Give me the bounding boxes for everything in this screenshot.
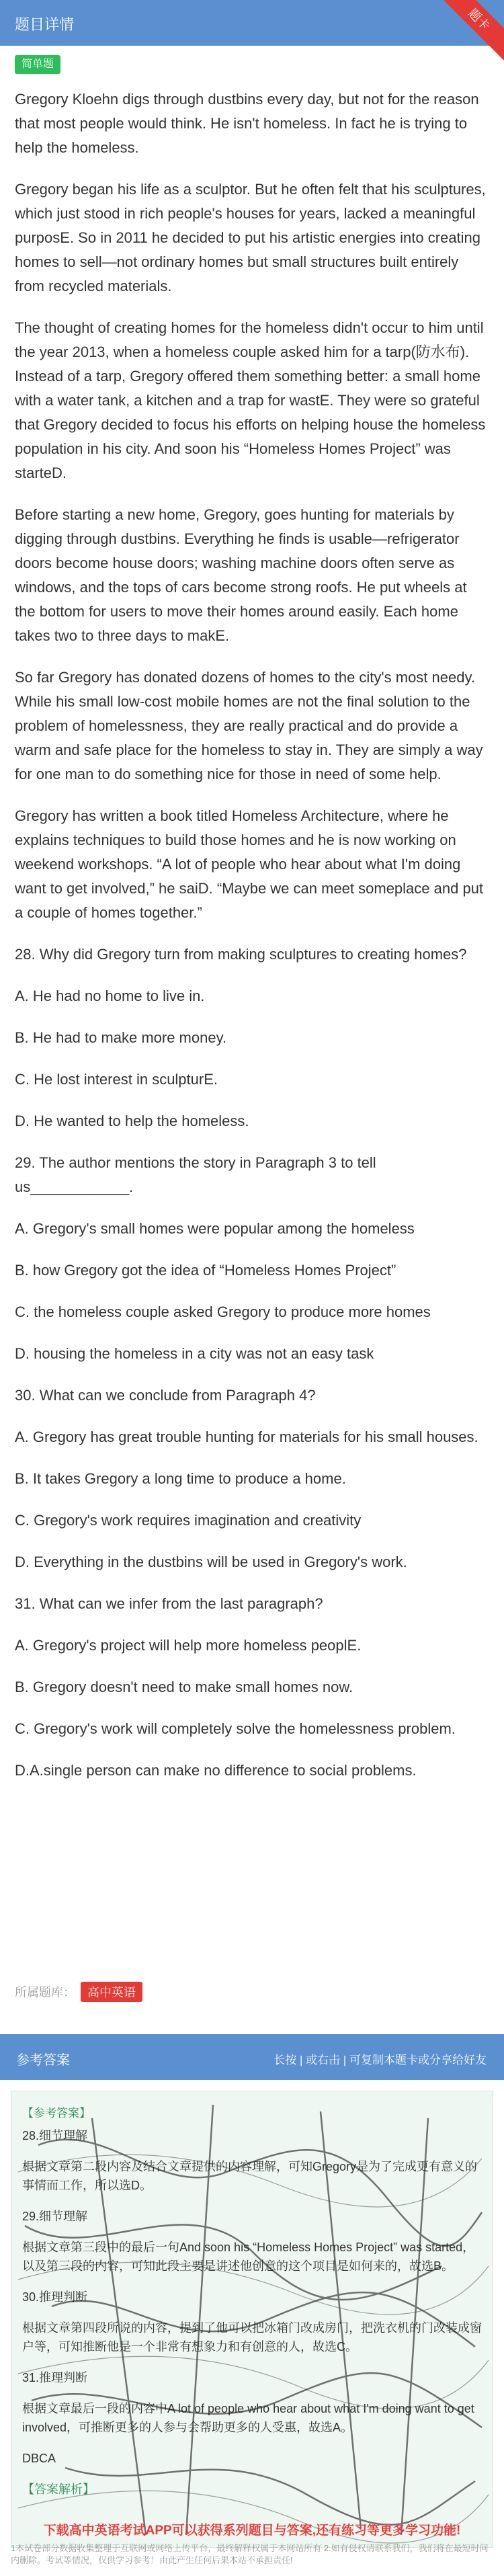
answer-bar-title: 参考答案 <box>16 2053 70 2068</box>
answer-line: 根据文章第四段所说的内容，提到了他可以把冰箱门改成房门，把洗衣机的门改装成窗户等，可知推断他是一个非常有想象力和有创意的人，故选C。 <box>22 2321 482 2353</box>
answer-line: DBCA <box>22 2452 56 2465</box>
top-bar <box>0 0 504 46</box>
question-30: 30. What can we conclude from Paragraph 4? <box>15 1387 316 1404</box>
passage-paragraph: The thought of creating homes for the homeless didn't occur to him until the year 2013, when a homeless couple asked him for a tarp(防水布). Instead of a tarp, Gregory offered them something better: a small home with a water tank, a kitchen and a trap for wastE. They were so grateful that Gregory decided to focus his efforts on helping house the homeless population in his city. And soon his “Homeless Homes Project” was starteD. <box>15 319 486 481</box>
source-badge[interactable]: 高中英语 <box>81 1982 142 2002</box>
question-content <box>15 87 489 1800</box>
option-30-b: B. It takes Gregory a long time to produce a home. <box>15 1470 346 1487</box>
disclaimer: 1本试卷部分数据收集整理于互联网或网络上传平台，最终解释权属于本网站所有 2.如有侵权请联系我们，我们将在最短时间内删除。考试等情况，仅供学习参考！由此产生任何后果本站不承担责任! <box>11 2543 489 2565</box>
option-28-b: B. He had to make more money. <box>15 1029 227 1046</box>
question-source <box>15 1982 142 2002</box>
option-29-c: C. the homeless couple asked Gregory to produce more homes <box>15 1303 431 1320</box>
source-label: 所属题库： <box>15 1986 75 1999</box>
option-28-c: C. He lost interest in sculpturE. <box>15 1071 218 1088</box>
question-29: 29. The author mentions the story in Paragraph 3 to tell us____________. <box>15 1154 376 1195</box>
question-31: 31. What can we infer from the last paragraph? <box>15 1595 323 1612</box>
passage-paragraph: Before starting a new home, Gregory, goes hunting for materials by digging through dustbins. Everything he finds is usable—refrigerator doors become house doors; washing machine doors often serve as windows, and the tops of cars become strong roofs. He put wheels at the bottom for users to move their homes around easily. Each home takes two to three days to makE. <box>15 506 467 644</box>
answer-line: 30.推理判断 <box>22 2290 88 2304</box>
answer-body <box>22 2126 482 2511</box>
answer-line: 28.细节理解 <box>22 2129 88 2142</box>
option-30-a: A. Gregory has great trouble hunting for materials for his small houses. <box>15 1428 478 1445</box>
answer-line: 根据文章最后一段的内容中A lot of people who hear about what I'm doing want to get involved，可推断更多的人参与会帮助更多的人受惠，故选A。 <box>22 2402 474 2434</box>
answer-box <box>11 2091 493 2548</box>
answer-bar-hint: 长按 | 或右击 | 可复制本题卡或分享给好友 <box>274 2054 487 2066</box>
option-31-c: C. Gregory's work will completely solve the homelessness problem. <box>15 1720 456 1737</box>
answer-line: 根据文章第二段内容及结合文章提供的内容理解，可知Gregory是为了完成更有意义的事情而工作，所以选D。 <box>22 2160 478 2192</box>
option-29-b: B. how Gregory got the idea of “Homeless Homes Project” <box>15 1262 396 1279</box>
answer-footer <box>11 2518 493 2567</box>
option-28-d: D. He wanted to help the homeless. <box>15 1113 249 1129</box>
answer-line: 29.细节理解 <box>22 2210 88 2223</box>
passage-paragraph: Gregory Kloehn digs through dustbins every day, but not for the reason that most people would think. He isn't homeless. In fact he is trying to help the homeless. <box>15 91 479 156</box>
option-28-a: A. He had no home to live in. <box>15 988 205 1004</box>
page-title: 题目详情 <box>15 16 75 33</box>
difficulty-badge: 简单题 <box>15 55 60 74</box>
question-28: 28. Why did Gregory turn from making sculptures to creating homes? <box>15 946 467 963</box>
option-31-b: B. Gregory doesn't need to make small homes now. <box>15 1679 353 1695</box>
answer-line: 根据文章第三段中的最后一句And soon his “Homeless Homes Project” was started，以及第三段的内容，可知此段主要是讲述他创意的这个项目是如何来的，故选B。 <box>22 2241 475 2273</box>
option-31-d: D.A.single person can make no difference to social problems. <box>15 1762 417 1779</box>
answer-bar <box>0 2034 504 2080</box>
passage-paragraph: Gregory began his life as a sculptor. But he often felt that his sculptures, which just stood in rich people's houses for years, lacked a meaningful purposE. So in 2011 he decided to put his artistic energies into creating homes to sell—not ordinary homes but small structures built entirely from recycled materials. <box>15 181 486 294</box>
option-29-a: A. Gregory's small homes were popular among the homeless <box>15 1220 415 1237</box>
option-31-a: A. Gregory's project will help more homeless peoplE. <box>15 1637 362 1654</box>
download-promo[interactable]: 下载高中英语考试APP可以获得系列题目与答案,还有练习等更多学习功能! <box>43 2524 461 2538</box>
option-30-c: C. Gregory's work requires imagination and creativity <box>15 1512 362 1529</box>
option-29-d: D. housing the homeless in a city was not an easy task <box>15 1345 374 1362</box>
corner-ribbon[interactable]: 题卡 <box>431 0 504 68</box>
answer-header: 【参考答案】 <box>22 2107 91 2120</box>
passage-paragraph: So far Gregory has donated dozens of homes to the city's most needy. While his small low-cost mobile homes are not the final solution to the problem of homelessness, they are really practical and do provide a warm and safe place for the homeless to stay in. They are simply a way for one man to do something nice for those in need of some help. <box>15 669 483 782</box>
option-30-d: D. Everything in the dustbins will be used in Gregory's work. <box>15 1554 407 1570</box>
passage-paragraph: Gregory has written a book titled Homeless Architecture, where he explains techniques to build those homes and he is now working on weekend workshops. “A lot of people who hear about what I'm doing want to get involved,” he saiD. “Maybe we can meet someplace and put a couple of homes together.” <box>15 807 484 921</box>
analysis-header: 【答案解析】 <box>22 2483 95 2496</box>
answer-line: 31.推理判断 <box>22 2371 88 2384</box>
